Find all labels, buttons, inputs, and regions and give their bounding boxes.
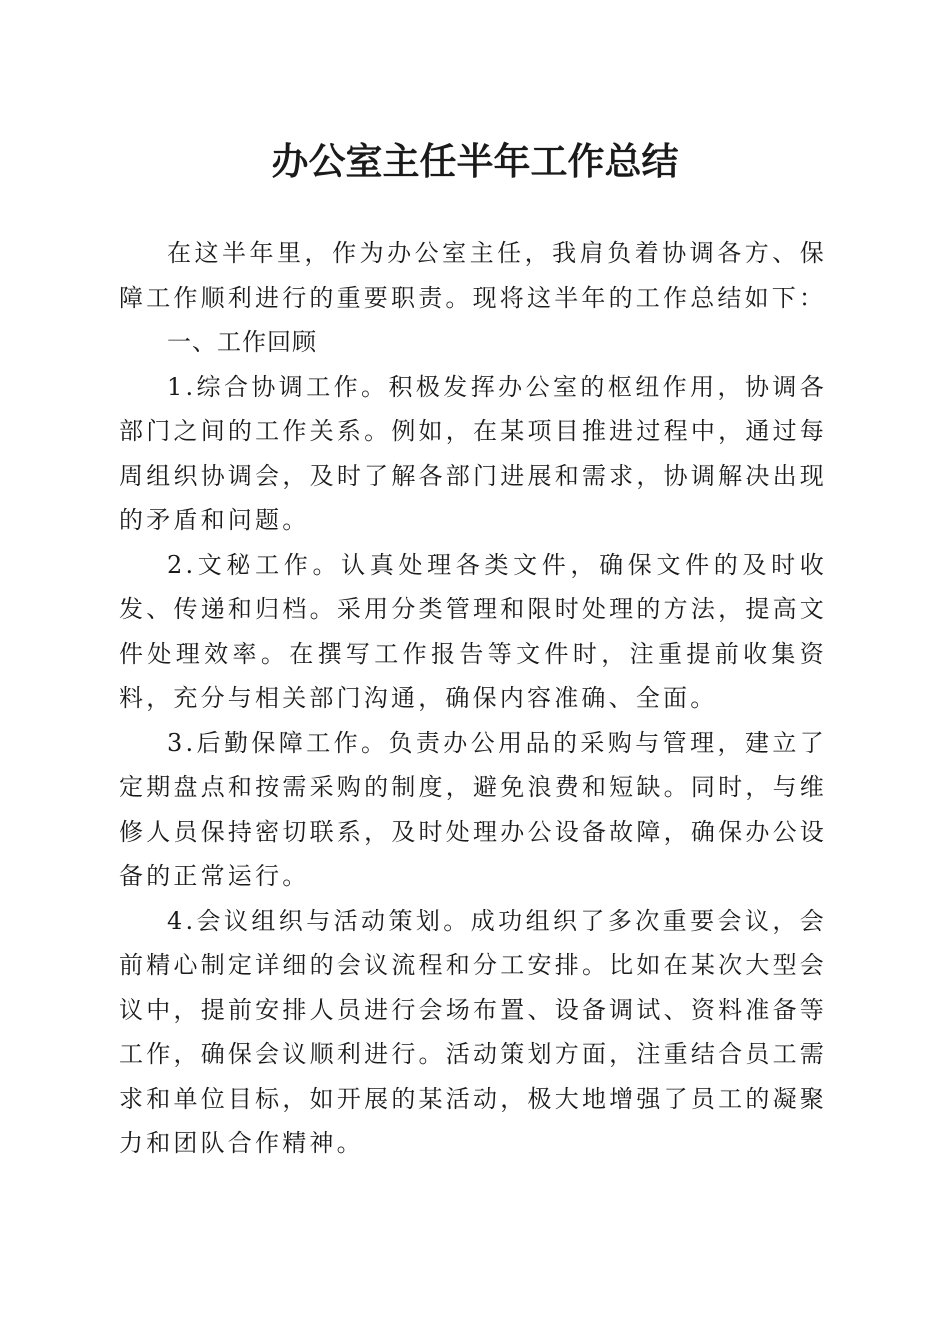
document-title: 办公室主任半年工作总结 xyxy=(271,140,679,183)
section-heading: 一、工作回顾 xyxy=(167,328,317,356)
intro-paragraph: 在这半年里，作为办公室主任，我肩负着协调各方、保障工作顺利进行的重要职责。现将这半年的工作总结如下： xyxy=(119,239,827,312)
item-paragraph: 3.后勤保障工作。负责办公用品的采购与管理，建立了定期盘点和按需采购的制度，避免浪费和短缺。同时，与维修人员保持密切联系，及时处理办公设备故障，确保办公设备的正常运行。 xyxy=(119,728,827,890)
item-paragraph: 1.综合协调工作。积极发挥办公室的枢纽作用，协调各部门之间的工作关系。例如，在某项目推进过程中，通过每周组织协调会，及时了解各部门进展和需求，协调解决出现的矛盾和问题。 xyxy=(119,372,827,534)
document-body xyxy=(119,231,827,1166)
item-paragraph: 4.会议组织与活动策划。成功组织了多次重要会议，会前精心制定详细的会议流程和分工安排。比如在某次大型会议中，提前安排人员进行会场布置、设备调试、资料准备等工作，确保会议顺利进行。活动策划方面，注重结合员工需求和单位目标，如开展的某活动，极大地增强了员工的凝聚力和团队合作精神。 xyxy=(119,906,827,1157)
item-paragraph: 2.文秘工作。认真处理各类文件，确保文件的及时收发、传递和归档。采用分类管理和限时处理的方法，提高文件处理效率。在撰写工作报告等文件时，注重提前收集资料，充分与相关部门沟通，确保内容准确、全面。 xyxy=(119,550,827,712)
